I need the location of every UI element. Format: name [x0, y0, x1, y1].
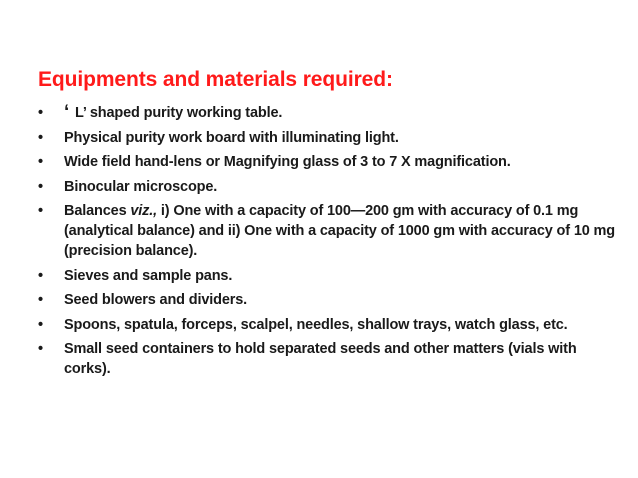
list-item	[38, 315, 618, 335]
equipment-list	[38, 103, 618, 384]
list-item-text: i) One with a capacity of 100—200 gm with accuracy of 0.1 mg (analytical balance) and ii) One with a capacity of 1000 gm with accuracy of 10 mg (precision balance).	[64, 203, 615, 259]
list-item-text: Sieves and sample pans.	[64, 267, 233, 284]
list-item-text: Wide field hand-lens or Magnifying glass of 3 to 7 X magnification.	[64, 154, 511, 170]
list-item-text: Binocular microscope.	[64, 178, 218, 195]
list-item-text: Spoons, spatula, forceps, scalpel, needles, shallow trays, watch glass, etc.	[64, 316, 568, 333]
list-item-text: L’ shaped purity working table.	[71, 105, 283, 121]
list-item	[38, 201, 618, 261]
bullet-marker: •	[38, 203, 43, 219]
list-item-text: Physical purity work board with illuminating light.	[64, 129, 399, 146]
bullet-marker: •	[38, 292, 43, 308]
list-item	[38, 128, 618, 148]
bullet-marker: •	[38, 154, 43, 170]
list-item	[38, 290, 618, 310]
bullet-marker: •	[38, 341, 43, 357]
slide-title: Equipments and materials required:	[38, 68, 393, 91]
list-item	[38, 103, 618, 123]
list-item-italic-text: viz.,	[130, 203, 158, 219]
bullet-marker: •	[38, 267, 43, 284]
list-item-text: Seed blowers and dividers.	[64, 292, 248, 308]
list-item	[38, 177, 618, 197]
bullet-marker: •	[38, 105, 43, 121]
list-item	[38, 339, 618, 379]
bullet-marker: •	[38, 129, 43, 146]
bullet-marker: •	[38, 178, 43, 195]
opening-quote: ‘	[64, 102, 70, 123]
list-item-text: Balances	[64, 203, 131, 219]
list-item	[38, 266, 618, 286]
list-item	[38, 152, 618, 172]
list-item-text: Small seed containers to hold separated seeds and other matters (vials with corks).	[64, 341, 577, 377]
bullet-marker: •	[38, 316, 43, 333]
